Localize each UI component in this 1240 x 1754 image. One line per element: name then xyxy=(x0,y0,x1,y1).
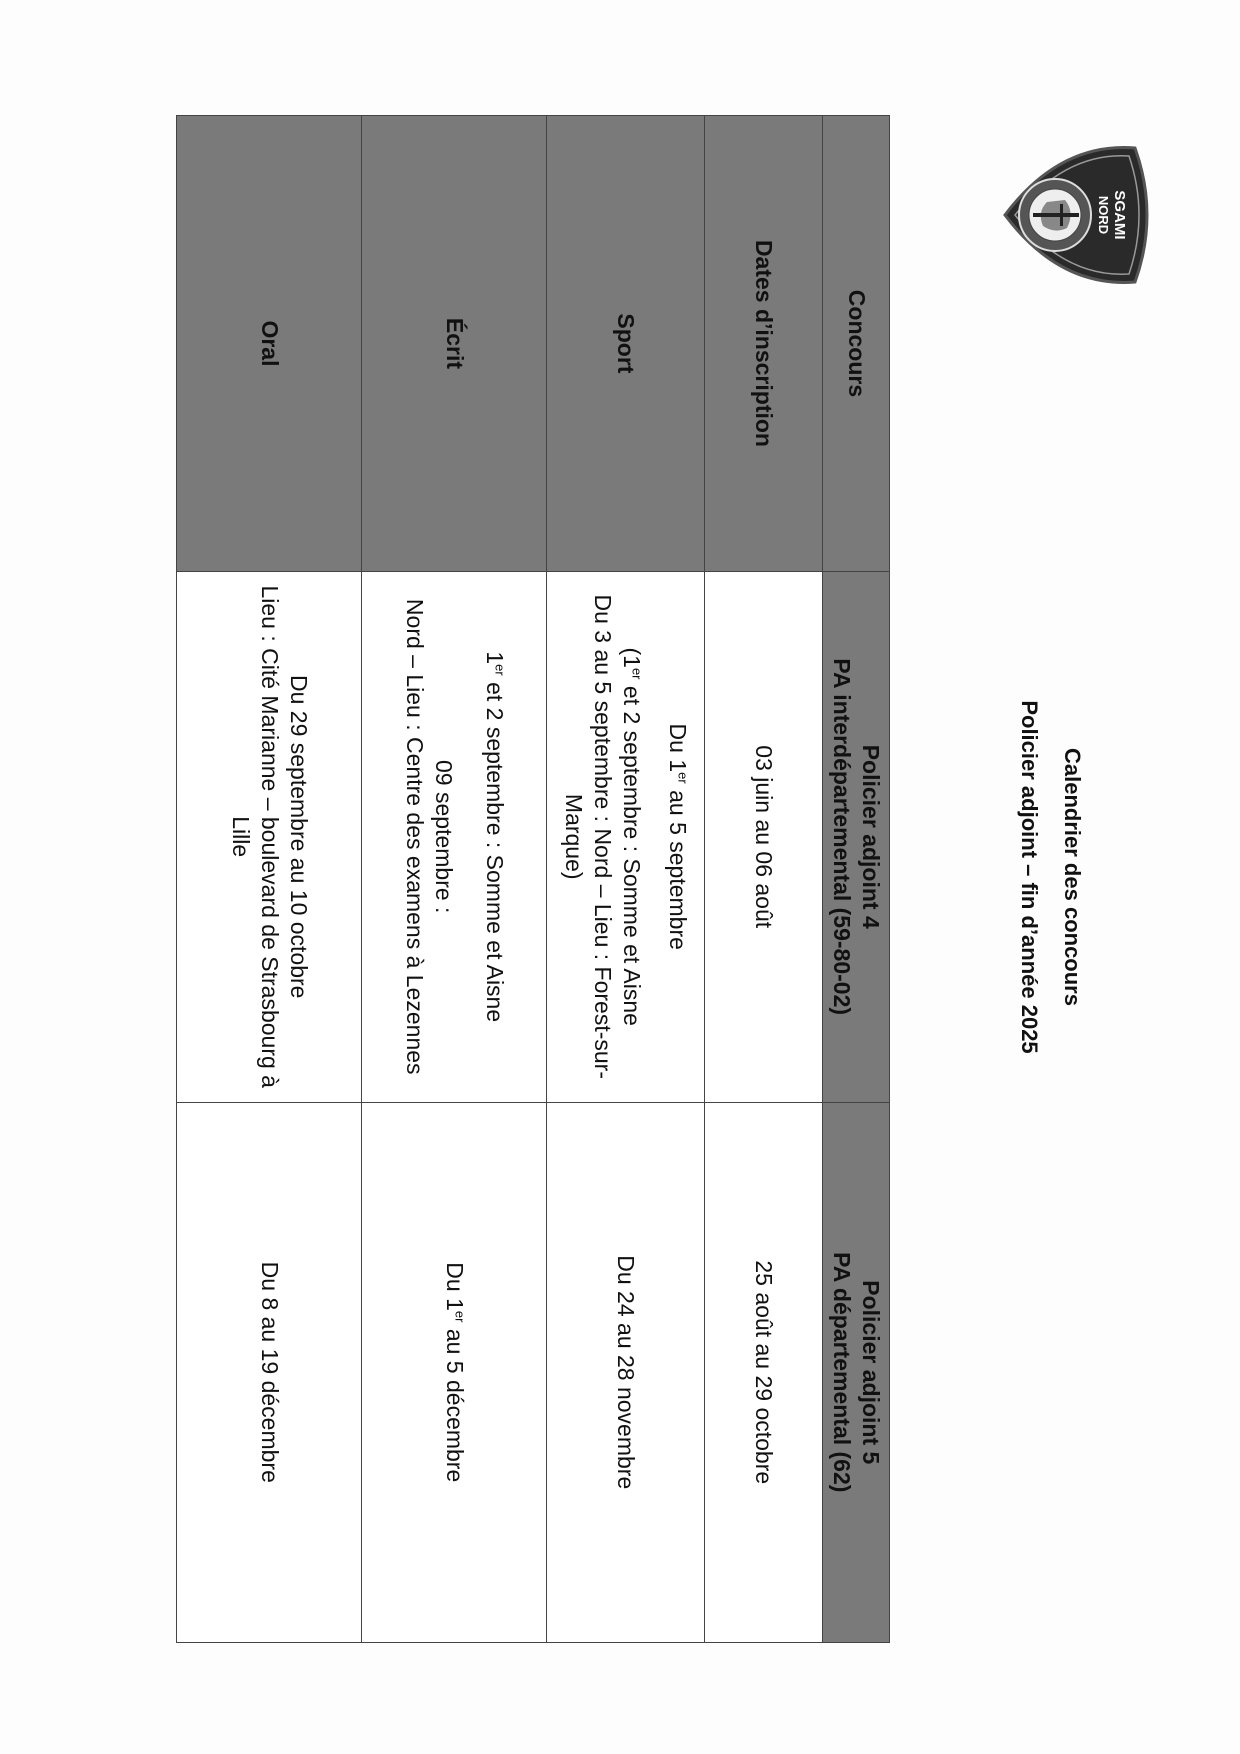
ecrit-pa4-line1: 1er et 2 septembre : Somme et Aisne xyxy=(481,651,508,1023)
cell-inscription-pa4: 03 juin au 06 août xyxy=(705,571,823,1102)
header-concours: Concours xyxy=(823,116,890,572)
header-pa5-line1: Policier adjoint 5 xyxy=(858,1280,884,1465)
sport-pa4-line1: Du 1er au 5 septembre xyxy=(665,723,692,950)
document-subtitle: Policier adjoint – fin d’année 2025 xyxy=(1017,700,1042,1054)
header-pa4-line2: PA interdépartemental (59-80-02) xyxy=(829,658,856,1016)
header-policier-adjoint-5 xyxy=(823,1102,890,1642)
table-header-row xyxy=(823,116,890,1643)
table-row-sport xyxy=(547,116,705,1643)
concours-calendar-table xyxy=(177,115,891,1643)
cell-inscription-pa5: 25 août au 29 octobre xyxy=(705,1102,823,1642)
header-pa5-line2: PA départemental (62) xyxy=(829,1252,856,1493)
ecrit-pa4-line2: 09 septembre : xyxy=(430,760,457,914)
logo-text-nord: NORD xyxy=(1096,195,1111,235)
header-policier-adjoint-4 xyxy=(823,571,890,1102)
cell-oral-pa4 xyxy=(177,571,362,1102)
cell-ecrit-pa5: Du 1er au 5 décembre xyxy=(362,1102,547,1642)
table-row-oral xyxy=(177,116,362,1643)
row-label-sport: Sport xyxy=(547,116,705,572)
header-pa4-line1: Policier adjoint 4 xyxy=(858,744,884,929)
logo-text-sgami: SGAMI xyxy=(1111,190,1128,240)
oral-pa4-line1: Du 29 septembre au 10 octobre xyxy=(285,674,312,999)
table-row-inscription xyxy=(705,116,823,1643)
cell-ecrit-pa4 xyxy=(362,571,547,1102)
cell-sport-pa4 xyxy=(547,571,705,1102)
oral-pa4-line2: Lieu : Cité Marianne – boulevard de Strasbourg à Lille xyxy=(228,585,283,1088)
table-row-ecrit xyxy=(362,116,547,1643)
row-label-oral: Oral xyxy=(177,116,362,572)
row-label-ecrit: Écrit xyxy=(362,116,547,572)
sport-pa4-line2: (1er et 2 septembre : Somme et Aisne xyxy=(618,647,645,1026)
row-label-inscription: Dates d’inscription xyxy=(705,116,823,572)
cell-sport-pa5: Du 24 au 28 novembre xyxy=(547,1102,705,1642)
cell-oral-pa5: Du 8 au 19 décembre xyxy=(177,1102,362,1642)
sport-pa4-line3: Du 3 au 5 septembre : Nord – Lieu : Forest-sur-Marque) xyxy=(561,594,616,1079)
ecrit-pa4-line3: Nord – Lieu : Centre des examens à Lezennes xyxy=(402,598,429,1075)
document-title: Calendrier des concours xyxy=(1060,748,1085,1006)
